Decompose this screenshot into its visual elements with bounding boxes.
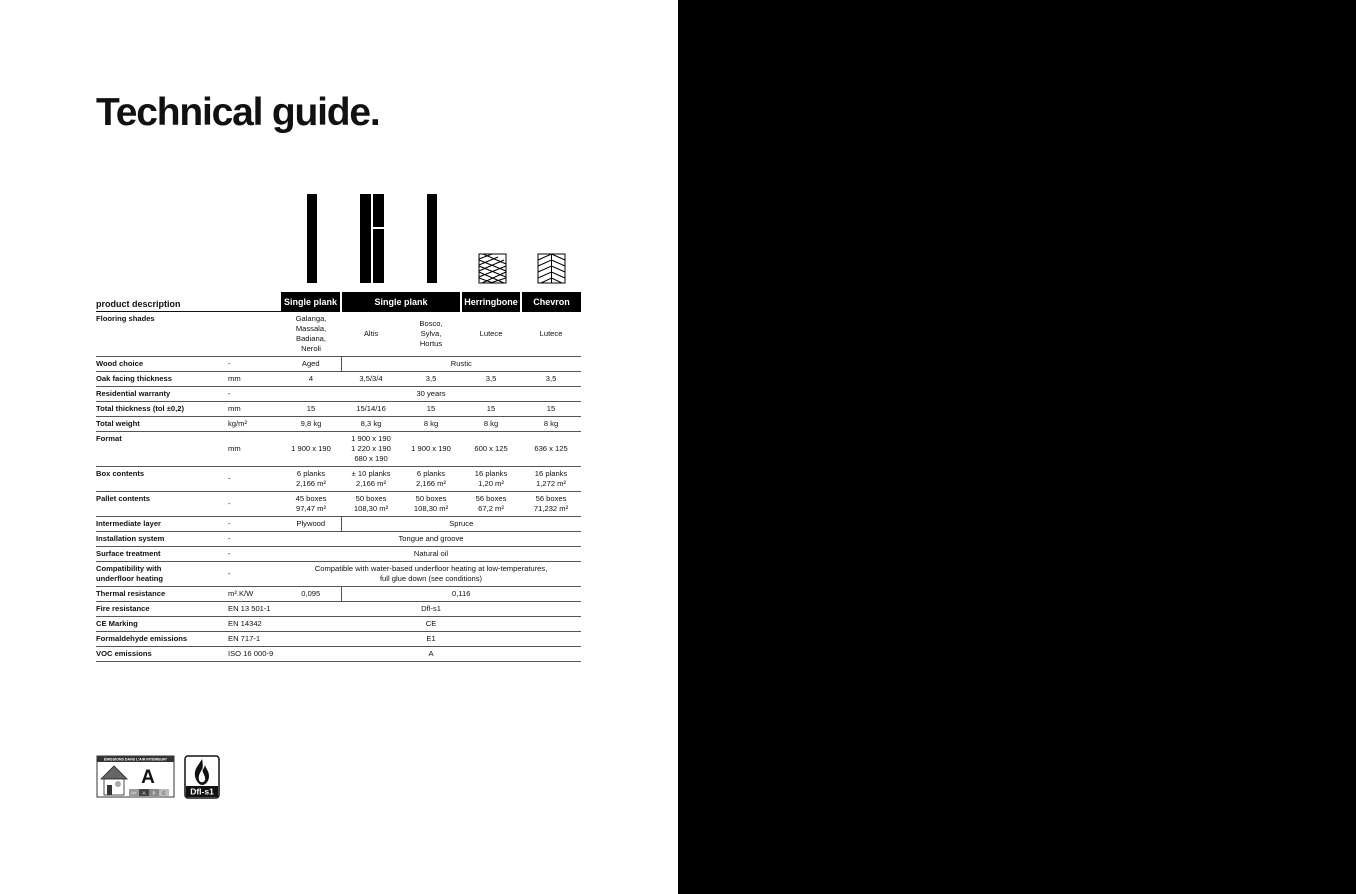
row-unit: [228, 312, 281, 357]
row-unit: -: [228, 466, 281, 491]
table-row: [96, 586, 581, 601]
cell: 1 900 x 190: [401, 431, 461, 466]
cell: 50 boxes 108,30 m²: [401, 491, 461, 516]
cell: 50 boxes 108,30 m²: [341, 491, 401, 516]
row-unit: -: [228, 386, 281, 401]
row-label: Total thickness (tol ±0,2): [96, 401, 228, 416]
cell-span: 0,116: [341, 586, 581, 601]
row-unit: mm: [228, 431, 281, 466]
table-row: [96, 401, 581, 416]
cell: Aged: [281, 356, 341, 371]
cell-span: E1: [281, 631, 581, 646]
row-label: Compatibility with underfloor heating: [96, 561, 228, 586]
single-plank-icon-multi: [360, 194, 384, 283]
cell: 3,5/3/4: [341, 371, 401, 386]
table-row: [96, 546, 581, 561]
cell: Altis: [341, 312, 401, 357]
cell: 15/14/16: [341, 401, 401, 416]
cell-span: A: [281, 646, 581, 661]
table-row: [96, 466, 581, 491]
cell: Galanga, Massala, Badiana, Neroli: [281, 312, 341, 357]
row-label: Flooring shades: [96, 312, 228, 357]
page-right-blank: [678, 0, 1356, 894]
header-col-single-plank-1: Single plank: [281, 292, 341, 312]
table-row: [96, 371, 581, 386]
page-title: Technical guide.: [96, 91, 380, 134]
row-label: Residential warranty: [96, 386, 228, 401]
table-row: [96, 491, 581, 516]
table-row: [96, 312, 581, 357]
row-unit: -: [228, 561, 281, 586]
cell: 16 planks 1,20 m²: [461, 466, 521, 491]
svg-text:Dfl-s1: Dfl-s1: [190, 786, 214, 797]
cell: 9,8 kg: [281, 416, 341, 431]
cell-span: Tongue and groove: [281, 531, 581, 546]
table-row: [96, 531, 581, 546]
cell: Lutece: [461, 312, 521, 357]
table-row: [96, 631, 581, 646]
svg-text:A: A: [141, 767, 155, 788]
certification-badges: [96, 755, 222, 801]
svg-text:B: B: [152, 790, 156, 796]
chevron-icon: [538, 254, 565, 283]
row-unit: EN 717-1: [228, 631, 281, 646]
single-plank-icon-1: [307, 194, 317, 283]
table-row: [96, 516, 581, 531]
row-unit: mm: [228, 371, 281, 386]
row-label: Format: [96, 431, 228, 466]
row-unit: EN 14342: [228, 616, 281, 631]
row-label: Oak facing thickness: [96, 371, 228, 386]
row-unit: ISO 16 000-9: [228, 646, 281, 661]
cell: 15: [461, 401, 521, 416]
cell: 15: [281, 401, 341, 416]
row-unit: m².K/W: [228, 586, 281, 601]
table-row: [96, 646, 581, 661]
row-unit: mm: [228, 401, 281, 416]
row-label: Pallet contents: [96, 491, 228, 516]
row-unit: -: [228, 531, 281, 546]
table-header-row: [96, 292, 581, 312]
header-col-herringbone: Herringbone: [461, 292, 521, 312]
cell: Lutece: [521, 312, 581, 357]
cell: 3,5: [461, 371, 521, 386]
format-icons: [0, 190, 678, 285]
cell: 0,095: [281, 586, 341, 601]
cell: 8,3 kg: [341, 416, 401, 431]
table-row: [96, 386, 581, 401]
svg-text:A: A: [142, 790, 146, 796]
cell: 6 planks 2,166 m²: [401, 466, 461, 491]
cell-span: Dfl-s1: [281, 601, 581, 616]
cell: 16 planks 1,272 m²: [521, 466, 581, 491]
cell: 56 boxes 67,2 m²: [461, 491, 521, 516]
cell: Plywood: [281, 516, 341, 531]
row-label: VOC emissions: [96, 646, 228, 661]
table-row: [96, 431, 581, 466]
cell: 56 boxes 71,232 m²: [521, 491, 581, 516]
cell-span: Natural oil: [281, 546, 581, 561]
table-row: [96, 356, 581, 371]
cell: 1 900 x 190 1 220 x 190 680 x 190: [341, 431, 401, 466]
cell-span: Compatible with water-based underfloor heating at low-temperatures, full glue down (see conditions): [281, 561, 581, 586]
header-col-chevron: Chevron: [521, 292, 581, 312]
cell: 15: [401, 401, 461, 416]
cell: 8 kg: [401, 416, 461, 431]
row-label: CE Marking: [96, 616, 228, 631]
row-label: Surface treatment: [96, 546, 228, 561]
indoor-air-emissions-badge: [97, 756, 174, 797]
row-unit: -: [228, 546, 281, 561]
cell-span: Rustic: [341, 356, 581, 371]
fire-rating-badge: [185, 756, 219, 798]
row-unit: -: [228, 491, 281, 516]
cell: 600 x 125: [461, 431, 521, 466]
cell: ± 10 planks 2,166 m²: [341, 466, 401, 491]
cell: 636 x 125: [521, 431, 581, 466]
cell: 1 900 x 190: [281, 431, 341, 466]
row-label: Intermediate layer: [96, 516, 228, 531]
cell: 8 kg: [521, 416, 581, 431]
cell: 15: [521, 401, 581, 416]
cell-span: Spruce: [341, 516, 581, 531]
svg-text:C: C: [162, 790, 166, 796]
cell: 3,5: [521, 371, 581, 386]
cell: 4: [281, 371, 341, 386]
table-row: [96, 616, 581, 631]
cell: 45 boxes 97,47 m²: [281, 491, 341, 516]
row-label: Total weight: [96, 416, 228, 431]
technical-table: [96, 292, 581, 662]
svg-text:A+: A+: [131, 790, 137, 796]
row-unit: EN 13 501-1: [228, 601, 281, 616]
row-unit: -: [228, 516, 281, 531]
cell-span: 30 years: [281, 386, 581, 401]
cell: 6 planks 2,166 m²: [281, 466, 341, 491]
single-plank-icon-2: [427, 194, 437, 283]
header-product-description: product description: [96, 292, 281, 312]
cell: Bosco, Sylva, Hortus: [401, 312, 461, 357]
table-row: [96, 601, 581, 616]
cell-span: CE: [281, 616, 581, 631]
row-label: Box contents: [96, 466, 228, 491]
row-unit: kg/m²: [228, 416, 281, 431]
cell: 8 kg: [461, 416, 521, 431]
header-col-single-plank-2: Single plank: [341, 292, 461, 312]
svg-text:ÉMISSIONS DANS L'AIR INTÉRIEUR: ÉMISSIONS DANS L'AIR INTÉRIEUR*: [103, 757, 168, 762]
row-label: Fire resistance: [96, 601, 228, 616]
row-label: Thermal resistance: [96, 586, 228, 601]
table-row: [96, 416, 581, 431]
cell: 3,5: [401, 371, 461, 386]
herringbone-icon: [479, 254, 506, 283]
row-label: Installation system: [96, 531, 228, 546]
row-label: Formaldehyde emissions: [96, 631, 228, 646]
row-label: Wood choice: [96, 356, 228, 371]
row-unit: -: [228, 356, 281, 371]
table-row: [96, 561, 581, 586]
